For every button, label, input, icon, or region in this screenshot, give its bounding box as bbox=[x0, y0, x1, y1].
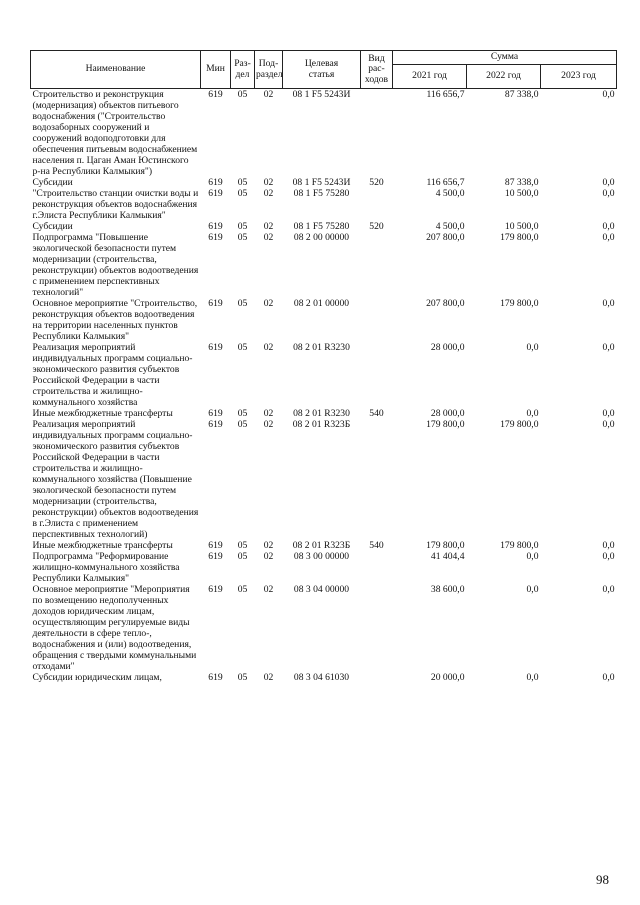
row-2023: 0,0 bbox=[602, 221, 615, 232]
row-podrazdel: 02 bbox=[263, 342, 274, 353]
row-vid bbox=[361, 298, 393, 342]
row-2023: 0,0 bbox=[602, 408, 615, 419]
row-min: 619 bbox=[208, 672, 223, 683]
row-target: 08 1 F5 75280 bbox=[293, 221, 350, 232]
header-podrazdel: Под- раздел bbox=[255, 51, 283, 89]
row-podrazdel: 02 bbox=[263, 419, 274, 430]
row-razdel: 05 bbox=[237, 408, 248, 419]
row-2021: 207 800,0 bbox=[426, 232, 465, 243]
table-row bbox=[31, 419, 617, 540]
row-2022: 0,0 bbox=[526, 408, 539, 419]
row-name: Реализация мероприятий индивидуальных программ социально-экономического развития субъектов Российской Федерации в части строительства и жилищно-коммунального хозяйства (Повышение экологической безопасности путем модернизации (строительства, реконструкции) объектов водоотведения в г.Элиста с применением перспективных технологий) bbox=[32, 419, 199, 540]
row-2023: 0,0 bbox=[602, 188, 615, 199]
row-2021: 116 656,7 bbox=[426, 89, 465, 100]
row-2023: 0,0 bbox=[602, 551, 615, 562]
row-razdel: 05 bbox=[237, 298, 248, 309]
row-podrazdel: 02 bbox=[263, 408, 274, 419]
row-podrazdel: 02 bbox=[263, 177, 274, 188]
row-min: 619 bbox=[208, 419, 223, 430]
row-target: 08 1 F5 5243И bbox=[292, 89, 351, 100]
header-2021: 2021 год bbox=[393, 65, 467, 89]
row-razdel: 05 bbox=[237, 221, 248, 232]
row-target: 08 3 04 61030 bbox=[293, 672, 350, 683]
row-razdel: 05 bbox=[237, 419, 248, 430]
row-podrazdel: 02 bbox=[263, 89, 274, 100]
row-podrazdel: 02 bbox=[263, 551, 274, 562]
table-row bbox=[31, 232, 617, 298]
table-body bbox=[31, 89, 617, 684]
table-row bbox=[31, 298, 617, 342]
row-name: Строительство и реконструкция (модернизация) объектов питьевого водоснабжения ("Строительство водозаборных сооружений и сооружений водоподготовки для обеспечения питьевым водоснабжением населения п. Цаган Аман Юстинского р-на Республики Калмыкия") bbox=[32, 89, 198, 177]
row-vid: 540 bbox=[369, 540, 384, 551]
row-razdel: 05 bbox=[237, 551, 248, 562]
row-vid: 540 bbox=[369, 408, 384, 419]
row-vid bbox=[361, 551, 393, 584]
row-vid bbox=[361, 188, 393, 221]
header-2022: 2022 год bbox=[467, 65, 541, 89]
row-target: 08 2 01 00000 bbox=[293, 298, 350, 309]
row-vid bbox=[361, 584, 393, 672]
row-2021: 116 656,7 bbox=[426, 177, 465, 188]
row-razdel: 05 bbox=[237, 188, 248, 199]
row-vid bbox=[361, 232, 393, 298]
header-vid: Вид рас- ходов bbox=[361, 51, 393, 89]
page-number: 98 bbox=[596, 872, 609, 887]
row-2022: 179 800,0 bbox=[500, 298, 539, 309]
row-2022: 0,0 bbox=[526, 551, 539, 562]
row-2022: 0,0 bbox=[526, 342, 539, 353]
row-2022: 0,0 bbox=[526, 584, 539, 595]
row-2023: 0,0 bbox=[602, 298, 615, 309]
row-min: 619 bbox=[208, 408, 223, 419]
row-2023: 0,0 bbox=[602, 232, 615, 243]
table-row bbox=[31, 89, 617, 178]
table-row bbox=[31, 540, 617, 551]
row-2021: 20 000,0 bbox=[430, 672, 465, 683]
row-name: Субсидии bbox=[32, 221, 73, 232]
table-row bbox=[31, 221, 617, 232]
row-name: Основное мероприятие "Строительство, реконструкция объектов водоотведения на территории населенных пунктов Республики Калмыкия" bbox=[32, 298, 198, 342]
row-2021: 179 800,0 bbox=[426, 419, 465, 430]
row-podrazdel: 02 bbox=[263, 221, 274, 232]
table-row bbox=[31, 672, 617, 683]
row-2021: 4 500,0 bbox=[435, 188, 465, 199]
row-target: 08 2 00 00000 bbox=[293, 232, 350, 243]
row-name: Субсидии bbox=[32, 177, 73, 188]
row-2021: 207 800,0 bbox=[426, 298, 465, 309]
row-razdel: 05 bbox=[237, 232, 248, 243]
row-2022: 87 338,0 bbox=[504, 89, 539, 100]
row-target: 08 2 01 R323Б bbox=[292, 540, 351, 551]
row-min: 619 bbox=[208, 540, 223, 551]
row-podrazdel: 02 bbox=[263, 672, 274, 683]
row-min: 619 bbox=[208, 232, 223, 243]
table-row bbox=[31, 584, 617, 672]
row-2023: 0,0 bbox=[602, 177, 615, 188]
row-name: Основное мероприятие "Мероприятия по возмещению недополученных доходов юридическим лицам, осуществляющим регулируемые виды деятельности в сфере тепло-, водоснабжения и (или) водоотведения, обращения с твердыми коммунальными отходами" bbox=[32, 584, 197, 672]
row-min: 619 bbox=[208, 89, 223, 100]
row-razdel: 05 bbox=[237, 584, 248, 595]
row-min: 619 bbox=[208, 551, 223, 562]
row-razdel: 05 bbox=[237, 342, 248, 353]
header-2023: 2023 год bbox=[541, 65, 617, 89]
row-2022: 179 800,0 bbox=[500, 232, 539, 243]
row-target: 08 3 00 00000 bbox=[293, 551, 350, 562]
row-name: "Строительство станции очистки воды и реконструкция объектов водоснабжения г.Элиста Республики Калмыкия" bbox=[32, 188, 199, 221]
row-2022: 10 500,0 bbox=[504, 221, 539, 232]
row-podrazdel: 02 bbox=[263, 584, 274, 595]
row-target: 08 2 01 R3230 bbox=[293, 342, 350, 353]
row-2022: 10 500,0 bbox=[504, 188, 539, 199]
header-sum: Сумма bbox=[393, 51, 617, 65]
row-vid bbox=[361, 89, 393, 178]
row-vid bbox=[361, 342, 393, 408]
table-row bbox=[31, 408, 617, 419]
row-2022: 0,0 bbox=[526, 672, 539, 683]
row-vid: 520 bbox=[369, 221, 384, 232]
row-2021: 4 500,0 bbox=[435, 221, 465, 232]
row-2022: 87 338,0 bbox=[504, 177, 539, 188]
row-name: Иные межбюджетные трансферты bbox=[32, 540, 173, 551]
row-target: 08 1 F5 5243И bbox=[292, 177, 351, 188]
row-min: 619 bbox=[208, 188, 223, 199]
row-2023: 0,0 bbox=[602, 584, 615, 595]
row-2021: 28 000,0 bbox=[430, 408, 465, 419]
header-min: Мин bbox=[201, 51, 231, 89]
row-podrazdel: 02 bbox=[263, 232, 274, 243]
row-2023: 0,0 bbox=[602, 342, 615, 353]
row-2022: 179 800,0 bbox=[500, 540, 539, 551]
row-target: 08 3 04 00000 bbox=[293, 584, 350, 595]
row-target: 08 1 F5 75280 bbox=[293, 188, 350, 199]
table-row bbox=[31, 177, 617, 188]
row-min: 619 bbox=[208, 177, 223, 188]
row-2022: 179 800,0 bbox=[500, 419, 539, 430]
row-target: 08 2 01 R3230 bbox=[293, 408, 350, 419]
row-podrazdel: 02 bbox=[263, 188, 274, 199]
table-row bbox=[31, 551, 617, 584]
row-min: 619 bbox=[208, 584, 223, 595]
row-vid bbox=[361, 672, 393, 683]
row-name: Субсидии юридическим лицам, bbox=[32, 672, 162, 683]
row-2021: 28 000,0 bbox=[430, 342, 465, 353]
row-name: Подпрограмма "Повышение экологической безопасности путем модернизации (строительства, реконструкции) объектов водоотведения с применением перспективных технологий" bbox=[32, 232, 199, 298]
row-razdel: 05 bbox=[237, 672, 248, 683]
row-name: Иные межбюджетные трансферты bbox=[32, 408, 173, 419]
budget-table bbox=[30, 50, 617, 683]
table-row bbox=[31, 342, 617, 408]
row-razdel: 05 bbox=[237, 89, 248, 100]
header-razdel: Раз- дел bbox=[231, 51, 255, 89]
table-row bbox=[31, 188, 617, 221]
row-min: 619 bbox=[208, 342, 223, 353]
header-name: Наименование bbox=[31, 51, 201, 89]
row-name: Подпрограмма "Реформирование жилищно-коммунального хозяйства Республики Калмыкия" bbox=[32, 551, 180, 584]
row-razdel: 05 bbox=[237, 540, 248, 551]
row-min: 619 bbox=[208, 298, 223, 309]
row-razdel: 05 bbox=[237, 177, 248, 188]
row-2023: 0,0 bbox=[602, 540, 615, 551]
row-podrazdel: 02 bbox=[263, 298, 274, 309]
header-target: Целевая статья bbox=[283, 51, 361, 89]
row-2023: 0,0 bbox=[602, 89, 615, 100]
row-target: 08 2 01 R323Б bbox=[292, 419, 351, 430]
row-min: 619 bbox=[208, 221, 223, 232]
row-name: Реализация мероприятий индивидуальных программ социально-экономического развития субъектов Российской Федерации в части строительства и жилищно-коммунального хозяйства bbox=[32, 342, 193, 408]
row-2021: 179 800,0 bbox=[426, 540, 465, 551]
row-2021: 41 404,4 bbox=[430, 551, 465, 562]
row-vid: 520 bbox=[369, 177, 384, 188]
row-2023: 0,0 bbox=[602, 672, 615, 683]
row-podrazdel: 02 bbox=[263, 540, 274, 551]
row-2023: 0,0 bbox=[602, 419, 615, 430]
row-vid bbox=[361, 419, 393, 540]
row-2021: 38 600,0 bbox=[430, 584, 465, 595]
